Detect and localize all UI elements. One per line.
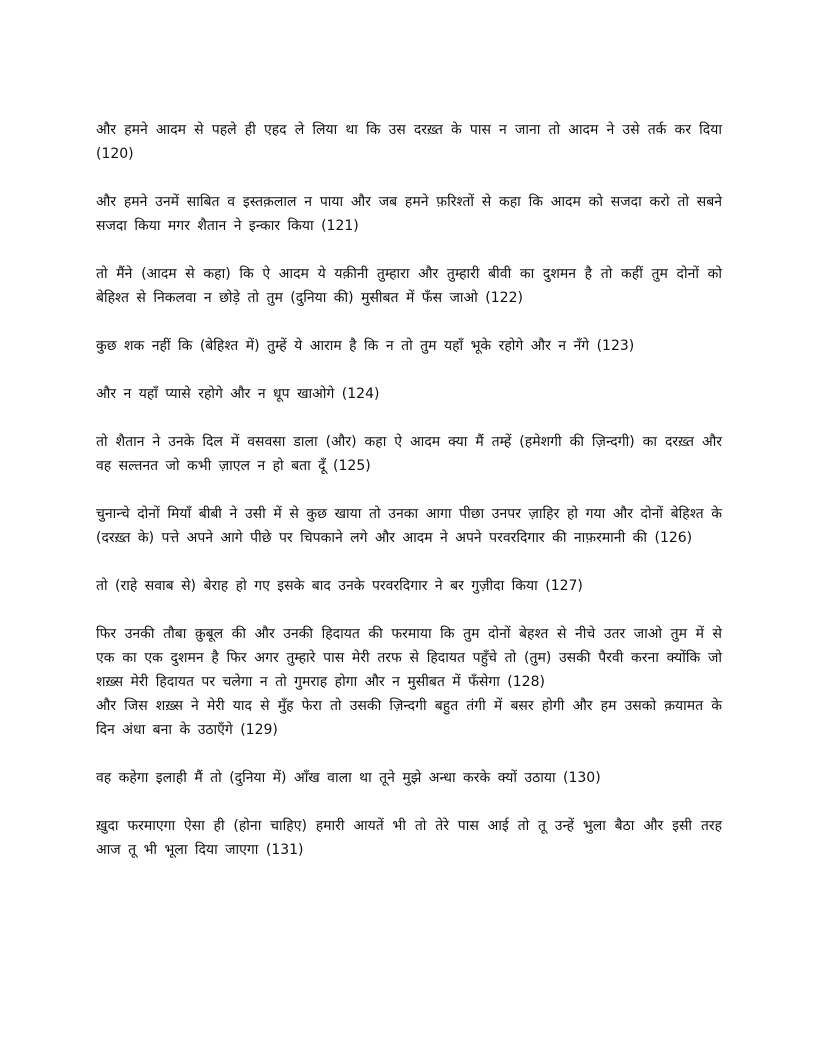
verse-120: और हमने आदम से पहले ही एहद ले लिया था कि उस दरख़्त के पास न जाना तो आदम ने उसे तर्क कर दिया (120)	[96, 122, 722, 162]
verse-124: और न यहाँ प्यासे रहोगे और न धूप खाओगे (124)	[96, 386, 380, 402]
verse-131: ख़ुदा फरमाएगा ऐसा ही (होना चाहिए) हमारी आयतें भी तो तेरे पास आई तो तू उन्हें भुला बैठा और इसी तरह आज तू भी भूला दिया जाएगा (131)	[96, 818, 722, 858]
document-page	[96, 118, 722, 886]
verse-122: तो मैंने (आदम से कहा) कि ऐ आदम ये यक़ीनी तुम्हारा और तुम्हारी बीवी का दुशमन है तो कहीं तुम दोनों को बेहिश्त से निकलवा न छोड़े तो तुम (दुनिया की) मुसीबत में फँस जाओ (122)	[96, 266, 722, 306]
verse-125: तो शैतान ने उनके दिल में वसवसा डाला (और) कहा ऐ आदम क्या मैं तम्हें (हमेशगी की ज़िन्दगी) का दरख़्त और वह सल्तनत जो कभी ज़ाएल न हो बता दूँ (125)	[96, 434, 722, 474]
verse-123: कुछ शक नहीं कि (बेहिश्त में) तुम्हें ये आराम है कि न तो तुम यहाँ भूके रहोगे और न नँगे (123)	[96, 338, 635, 354]
verse-129: और जिस शख़्स ने मेरी याद से मुँह फेरा तो उसकी ज़िन्दगी बहुत तंगी में बसर होगी और हम उसको क़यामत के दिन अंधा बना के उठाएँगे (129)	[96, 698, 722, 738]
verse-127: तो (राहे सवाब से) बेराह हो गए इसके बाद उनके परवरदिगार ने बर गुज़ीदा किया (127)	[96, 578, 583, 594]
verse-128: फिर उनकी तौबा क़ुबूल की और उनकी हिदायत की फरमाया कि तुम दोनों बेहश्त से नीचे उतर जाओ तुम में से एक का एक दुशमन है फिर अगर तुम्हारे पास मेरी तरफ से हिदायत पहुँचे तो (तुम) उसकी पैरवी करना क्योंकि जो शख़्स मेरी हिदायत पर चलेगा न तो गुमराह होगा और न मुसीबत में फँसेगा (128)	[96, 626, 722, 690]
verse-121: और हमने उनमें साबित व इस्तक़लाल न पाया और जब हमने फ़रिश्तों से कहा कि आदम को सजदा करो तो सबने सजदा किया मगर शैतान ने इन्कार किया (121)	[96, 194, 722, 234]
verse-126: चुनान्चे दोनों मियाँ बीबी ने उसी में से कुछ खाया तो उनका आगा पीछा उनपर ज़ाहिर हो गया और दोनों बेहिश्त के (दरख़्त के) पत्ते अपने आगे पीछे पर चिपकाने लगे और आदम ने अपने परवरदिगार की नाफ़रमानी की (126)	[96, 506, 722, 546]
verse-130: वह कहेगा इलाही मैं तो (दुनिया में) आँख वाला था तूने मुझे अन्धा करके क्यों उठाया (130)	[96, 770, 601, 786]
